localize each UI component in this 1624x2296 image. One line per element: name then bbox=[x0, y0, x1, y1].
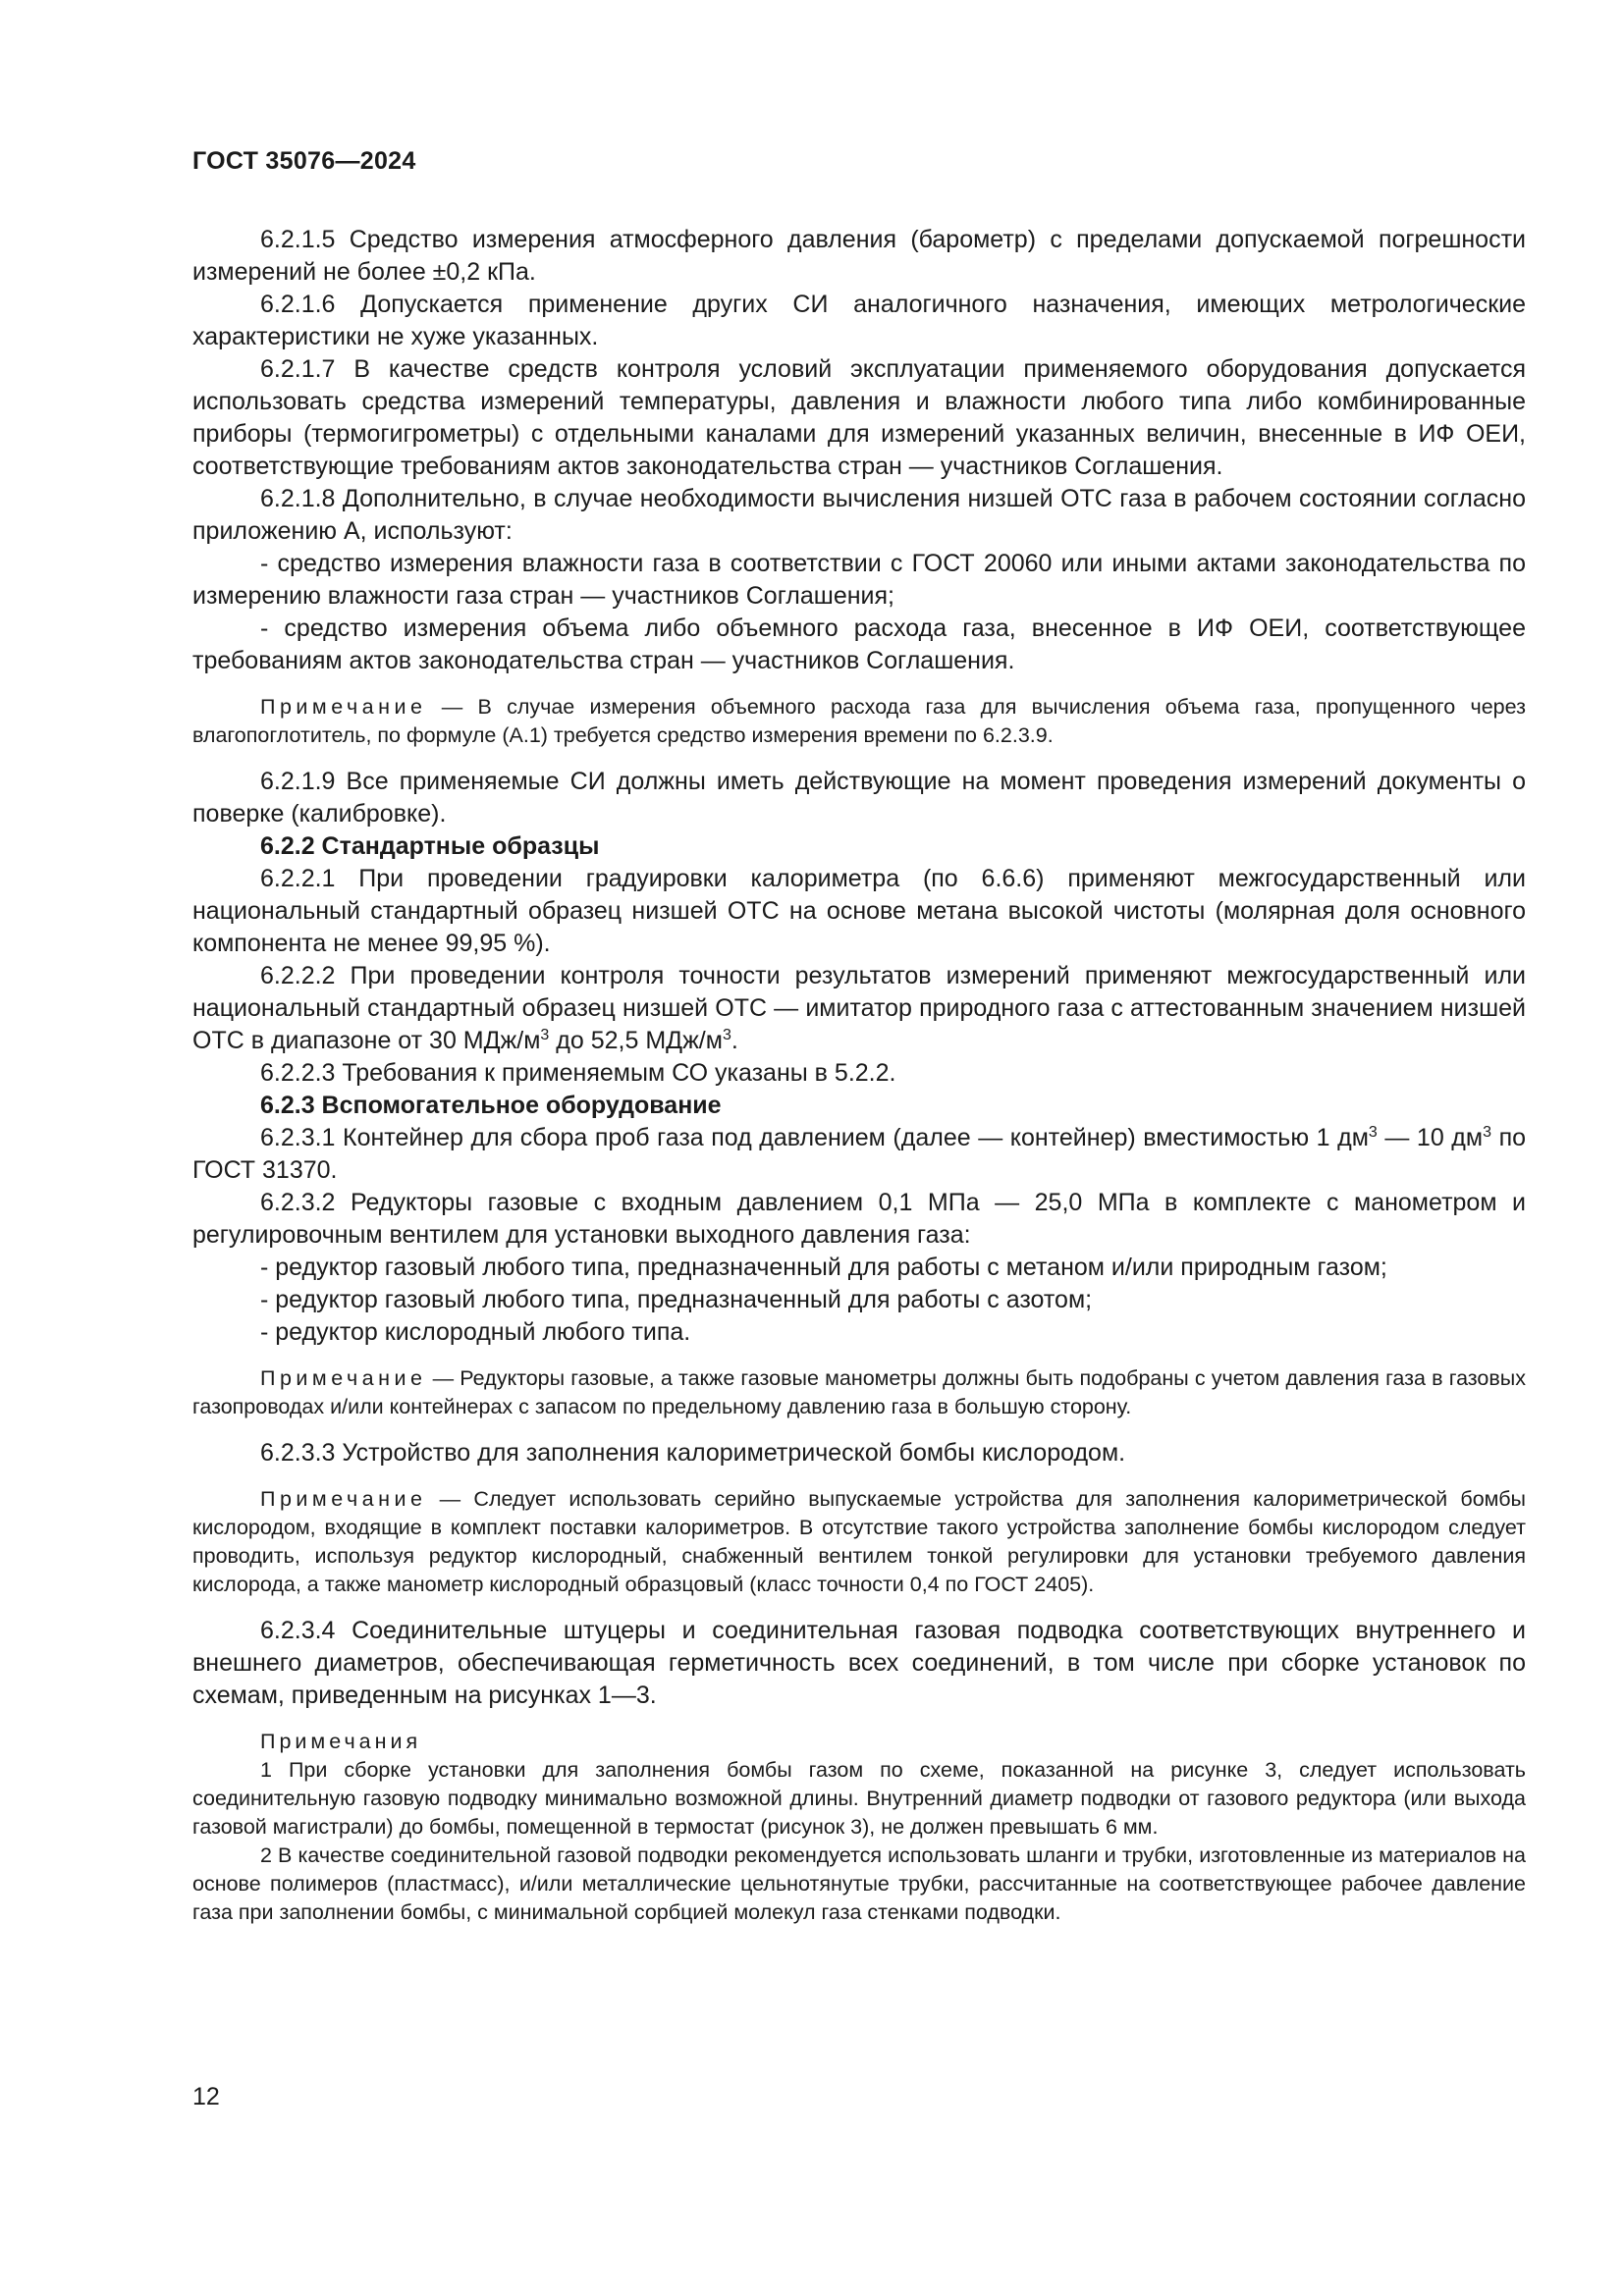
list-item-reducer-nitrogen: - редуктор газовый любого типа, предназначенный для работы с азотом; bbox=[260, 1286, 1093, 1313]
notes-item-2: 2 В качестве соединительной газовой подводки рекомендуется использовать шланги и трубки, изготовленные из материалов на основе полимеров (пластмасс), и/или металлические цельнотянутые трубки, рассчитанные на соответствующее рабочее давление газа при заполнении бомбы, с минимальной сорбцией молекул газа стенками подводки. bbox=[192, 1843, 1526, 1924]
note-3 bbox=[192, 1485, 1526, 1599]
paragraph-6-2-3-3: 6.2.3.3 Устройство для заполнения калориметрической бомбы кислородом. bbox=[260, 1439, 1126, 1467]
document-body bbox=[192, 224, 1526, 1927]
paragraph-6-2-1-7: 6.2.1.7 В качестве средств контроля условий эксплуатации применяемого оборудования допускается использовать средства измерений температуры, давления и влажности любого типа либо комбинированные приборы (термогигрометры) с отдельными каналами для измерений указанных величин, внесенные в ИФ ОЕИ, соответствующие требованиям актов законодательства стран — участников Соглашения. bbox=[192, 355, 1526, 480]
note-label: Примечание bbox=[260, 1487, 427, 1511]
paragraph-6-2-3-1 bbox=[192, 1122, 1526, 1187]
text-part: по ГОСТ 31370. bbox=[192, 1124, 1527, 1184]
section-heading-6-2-2: 6.2.2 Стандартные образцы bbox=[260, 832, 600, 860]
superscript: 3 bbox=[540, 1027, 550, 1043]
superscript: 3 bbox=[1368, 1124, 1378, 1141]
paragraph-6-2-2-1: 6.2.2.1 При проведении градуировки калориметра (по 6.6.6) применяют межгосударственный или национальный стандартный образец низшей ОТС на основе метана высокой чистоты (молярная доля основного компонента не менее 99,95 %). bbox=[192, 865, 1526, 957]
note-label: Примечание bbox=[260, 695, 427, 719]
superscript: 3 bbox=[722, 1027, 731, 1043]
note-1 bbox=[192, 693, 1526, 750]
notes-heading: Примечания bbox=[260, 1730, 422, 1753]
text-part: до 52,5 МДж/м bbox=[549, 1027, 723, 1054]
list-item-reducer-oxygen: - редуктор кислородный любого типа. bbox=[260, 1318, 691, 1346]
note-text: — Редукторы газовые, а также газовые манометры должны быть подобраны с учетом давления газа в газовых газопроводах и/или контейнерах с запасом по предельному давлению газа в большую сторону. bbox=[192, 1366, 1526, 1418]
superscript: 3 bbox=[1483, 1124, 1491, 1141]
text-part: 6.2.2.2 При проведении контроля точности результатов измерений применяют межгосударственный или национальный стандартный образец низшей ОТС — имитатор природного газа с аттестованным значением низшей ОТС в диапазоне от 30 МДж/м bbox=[192, 962, 1526, 1054]
page-number: 12 bbox=[192, 2083, 220, 2110]
paragraph-6-2-1-5: 6.2.1.5 Средство измерения атмосферного давления (барометр) с пределами допускаемой погрешности измерений не более ±0,2 кПа. bbox=[192, 226, 1526, 286]
list-item-humidity: - средство измерения влажности газа в соответствии с ГОСТ 20060 или иными актами законодательства по измерению влажности газа стран — участников Соглашения; bbox=[192, 550, 1526, 610]
section-heading-6-2-3: 6.2.3 Вспомогательное оборудование bbox=[260, 1092, 722, 1119]
paragraph-6-2-1-6: 6.2.1.6 Допускается применение других СИ аналогичного назначения, имеющих метрологические характеристики не хуже указанных. bbox=[192, 291, 1526, 350]
notes-item-1: 1 При сборке установки для заполнения бомбы газом по схеме, показанной на рисунке 3, следует использовать соединительную газовую подводку минимально возможной длины. Внутренний диаметр подводки от газового редуктора (или выхода газовой магистрали) до бомбы, помещенной в термостат (рисунок 3), не должен превышать 6 мм. bbox=[192, 1758, 1526, 1839]
list-item-volume: - средство измерения объема либо объемного расхода газа, внесенное в ИФ ОЕИ, соответствующее требованиям актов законодательства стран — участников Соглашения. bbox=[192, 614, 1526, 674]
note-2 bbox=[192, 1364, 1526, 1421]
text-part: — 10 дм bbox=[1377, 1124, 1484, 1151]
list-item-reducer-methane: - редуктор газовый любого типа, предназначенный для работы с метаном и/или природным газом; bbox=[260, 1254, 1387, 1281]
paragraph-6-2-1-8: 6.2.1.8 Дополнительно, в случае необходимости вычисления низшей ОТС газа в рабочем состоянии согласно приложению А, используют: bbox=[192, 485, 1526, 545]
paragraph-6-2-1-9: 6.2.1.9 Все применяемые СИ должны иметь действующие на момент проведения измерений документы о поверке (калибровке). bbox=[192, 768, 1526, 828]
paragraph-6-2-2-3: 6.2.2.3 Требования к применяемым СО указаны в 5.2.2. bbox=[260, 1059, 896, 1087]
text-part: 6.2.3.1 Контейнер для сбора проб газа под давлением (далее — контейнер) вместимостью 1 дм bbox=[260, 1124, 1369, 1151]
note-text: — Следует использовать серийно выпускаемые устройства для заполнения калориметрической бомбы кислородом, входящие в комплект поставки калориметров. В отсутствие такого устройства заполнение бомбы кислородом следует проводить, используя редуктор кислородный, снабженный вентилем тонкой регулировки для установки требуемого давления кислорода, а также манометр кислородный образцовый (класс точности 0,4 по ГОСТ 2405). bbox=[192, 1487, 1526, 1596]
paragraph-6-2-3-2: 6.2.3.2 Редукторы газовые с входным давлением 0,1 МПа — 25,0 МПа в комплекте с манометром и регулировочным вентилем для установки выходного давления газа: bbox=[192, 1189, 1526, 1249]
text-part: . bbox=[731, 1027, 738, 1054]
note-text: — В случае измерения объемного расхода газа для вычисления объема газа, пропущенного через влагопоглотитель, по формуле (А.1) требуется средство измерения времени по 6.2.3.9. bbox=[192, 695, 1526, 747]
paragraph-6-2-3-4: 6.2.3.4 Соединительные штуцеры и соединительная газовая подводка соответствующих внутреннего и внешнего диаметров, обеспечивающая герметичность всех соединений, в том числе при сборке установок по схемам, приведенным на рисунках 1—3. bbox=[192, 1617, 1526, 1709]
note-label: Примечание bbox=[260, 1366, 427, 1390]
document-header: ГОСТ 35076—2024 bbox=[192, 147, 416, 175]
paragraph-6-2-2-2 bbox=[192, 960, 1526, 1057]
